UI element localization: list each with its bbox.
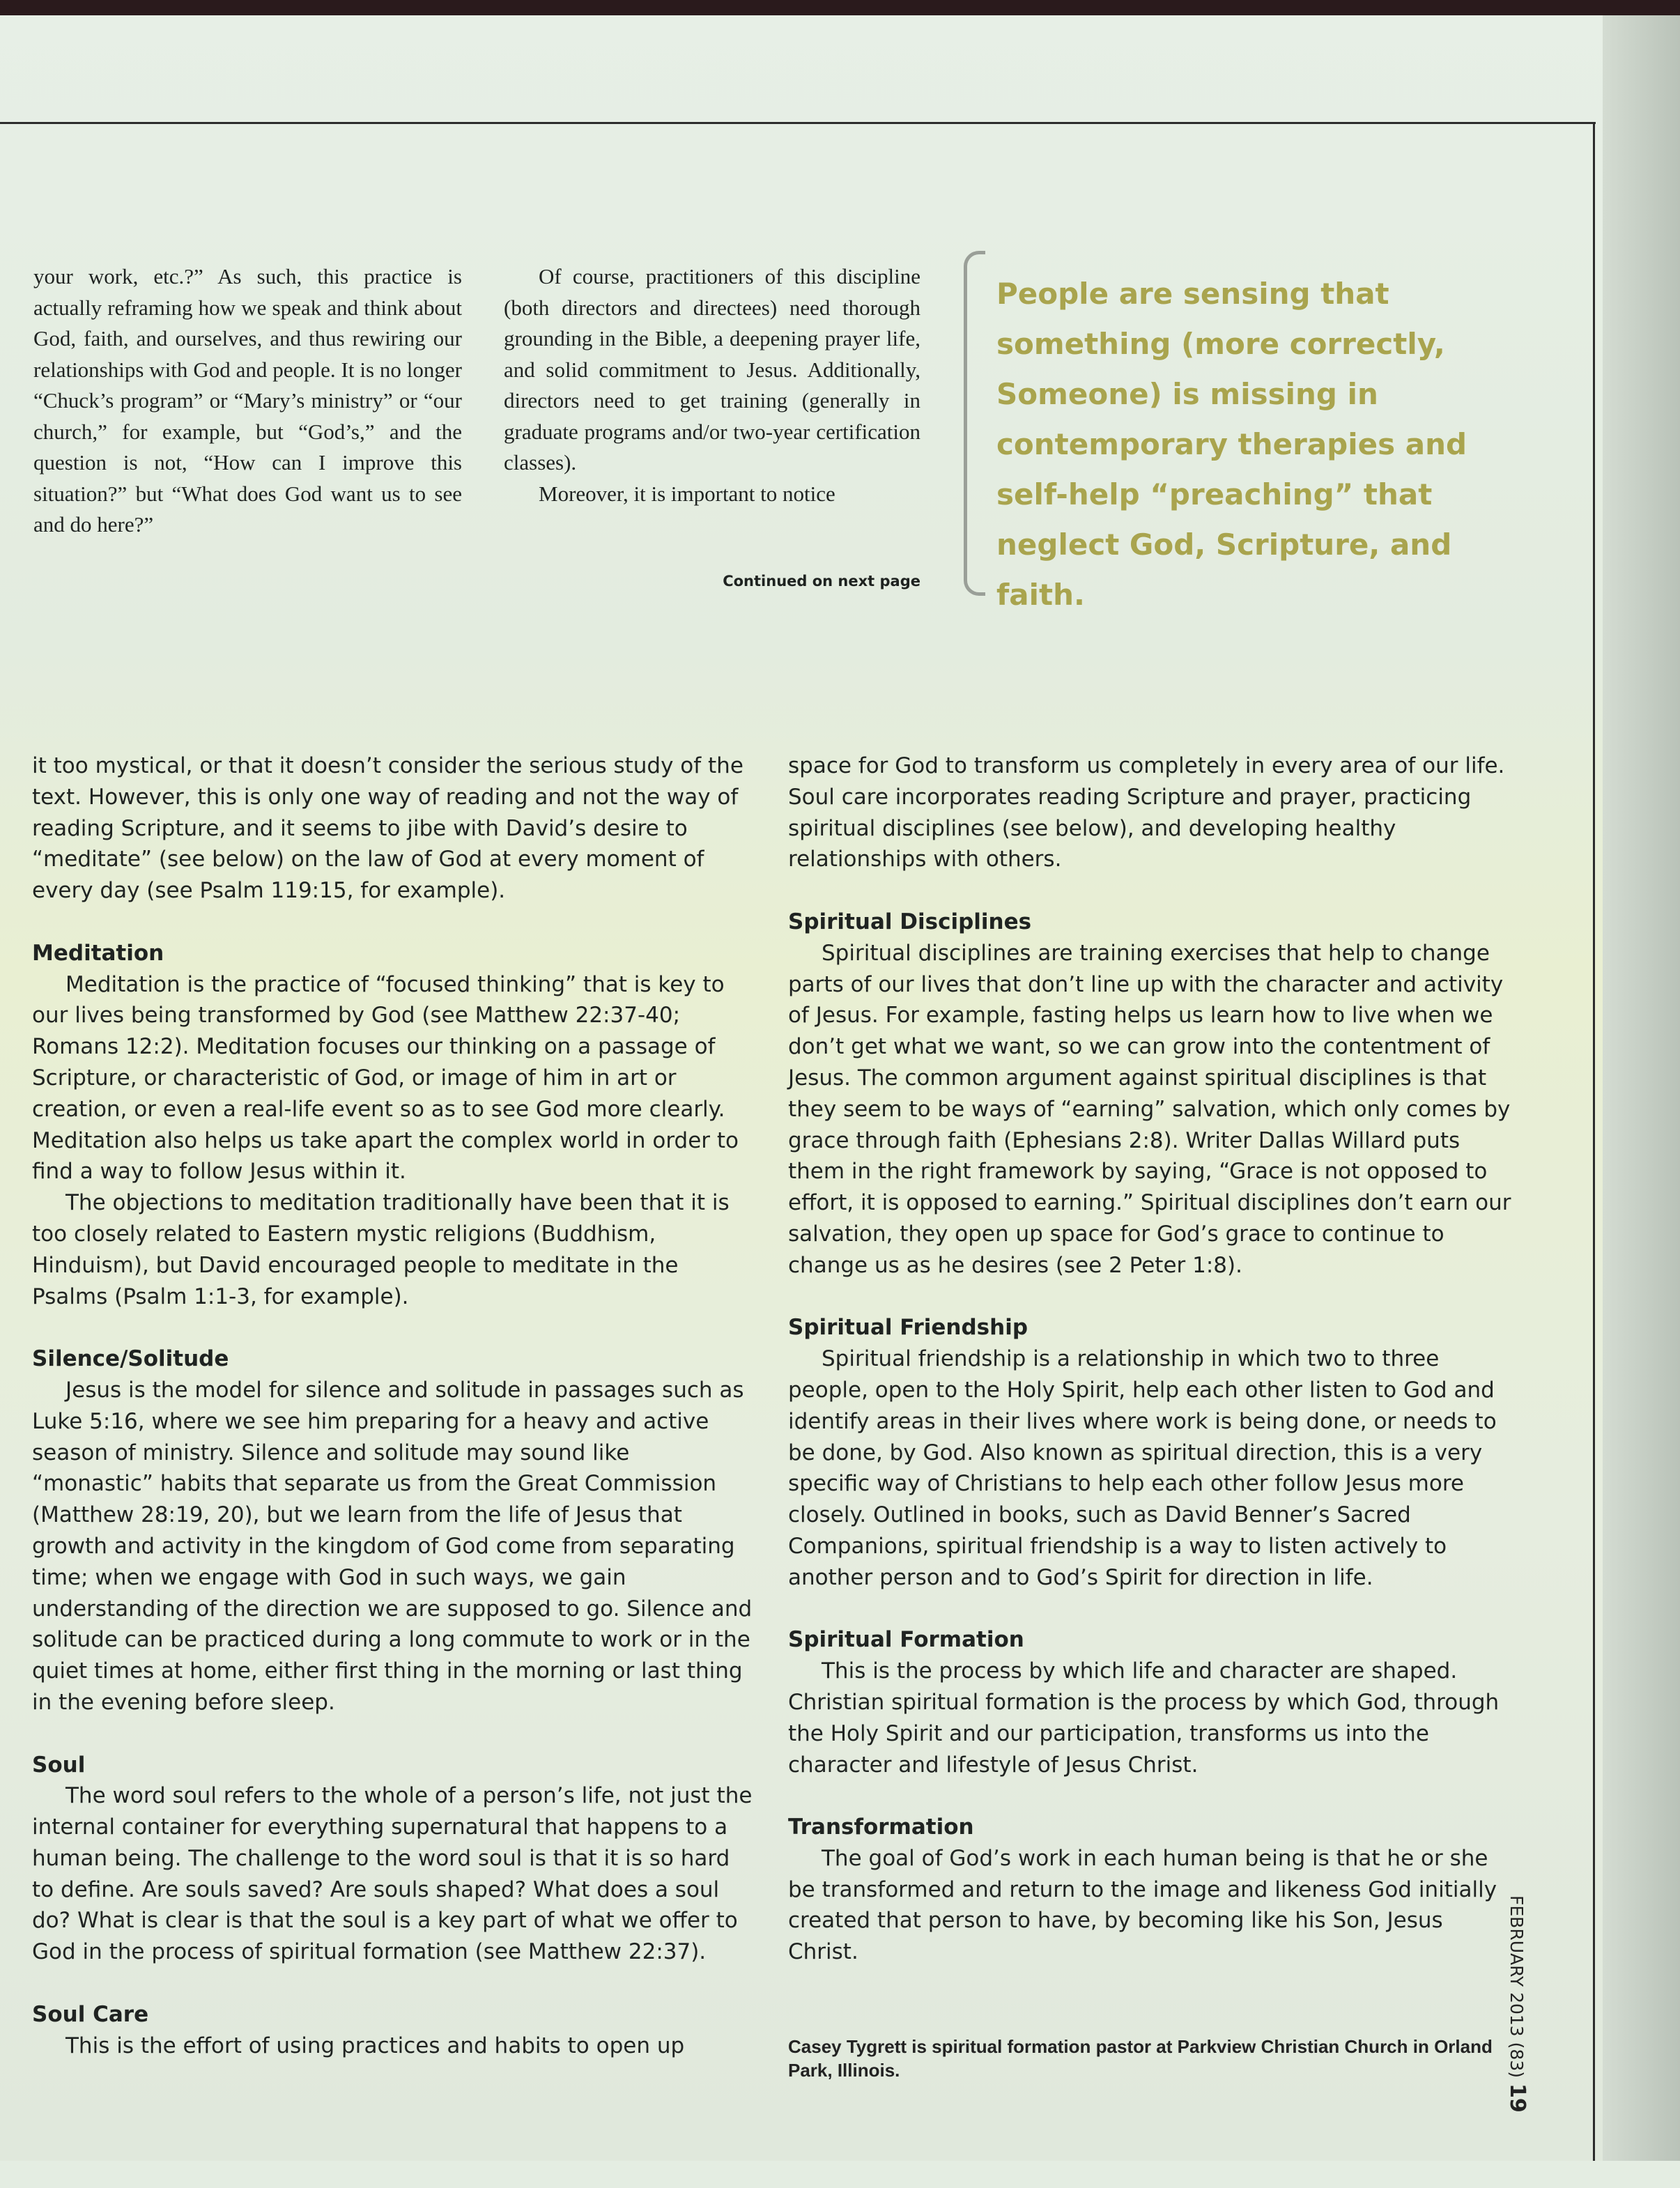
page-number: 19 xyxy=(1505,2083,1529,2113)
frame-rule-right xyxy=(1593,122,1595,2161)
heading-spiritual-formation: Spiritual Formation xyxy=(788,1627,1024,1653)
top-col1-paragraph: your work, etc.?” As such, this practice is actually reframing how we speak and think about God, faith, and ourselves, and thus rewiring our relationships with God and people. It is no longer “Chuck’s program” or “Mary’s ministry” or “our church,” for example, but “God’s,” and the question is not, “How can I improve this situation?” but “What does God want us to see and do here?” xyxy=(33,264,462,537)
formation-paragraph: This is the process by which life and character are shaped. Christian spiritual formation is the process by which God, through the Holy Spirit and our participation, transforms us into the character and lifestyle of Jesus Christ. xyxy=(788,1658,1500,1778)
top-col2-paragraph-2: Moreover, it is important to notice xyxy=(539,481,835,506)
friendship-paragraph: Spiritual friendship is a relationship in which two to three people, open to the Holy Spirit, help each other listen to God and identify areas in their lives where work is being done, or needs to be done, by God. Also known as spiritual direction, this is a very specific way of Christians to help each other follow Jesus more closely. Outlined in books, such as David Benner’s Sacred Companions, spiritual friendship is a way to listen actively to another person and to God’s Spirit for direction in life. xyxy=(788,1346,1497,1590)
left-column xyxy=(32,750,753,2061)
pull-quote-bracket xyxy=(964,251,985,596)
scan-top-edge xyxy=(0,0,1680,15)
silence-paragraph: Jesus is the model for silence and solitude in passages such as Luke 5:16, where we see him preparing for a heavy and active season of ministry. Silence and solitude may sound like “monastic” habits that separate us from the Great Commission (Matthew 28:19, 20), but we learn from the life of Jesus that growth and activity in the kingdom of God come from separating time; when we engage with God in such ways, we gain understanding of the direction we are supposed to go. Silence and solitude can be practiced during a long commute to work or in the quiet times at home, either first thing in the morning or last thing in the evening before sleep. xyxy=(32,1377,753,1715)
frame-rule-top xyxy=(0,122,1596,124)
page-edge-shadow xyxy=(1603,15,1680,2161)
folio-issue: FEBRUARY 2013 xyxy=(1506,1895,1527,2037)
meditation-paragraph-1: Meditation is the practice of “focused thinking” that is key to our lives being transformed by God (see Matthew 22:37-40; Romans 12:2). Meditation focuses our thinking on a passage of Scripture, or characteristic of God, or image of him in art or creation, or even a real-life event so as to see God more clearly. Meditation also helps us take apart the complex world in order to find a way to follow Jesus within it. xyxy=(32,971,739,1185)
heading-transformation: Transformation xyxy=(788,1815,974,1840)
heading-silence-solitude: Silence/Solitude xyxy=(32,1346,229,1372)
heading-spiritual-friendship: Spiritual Friendship xyxy=(788,1315,1028,1341)
heading-soul: Soul xyxy=(32,1752,86,1778)
page-folio xyxy=(1495,1895,1529,2188)
continued-note: Continued on next page xyxy=(723,573,920,590)
folio-code: (83) xyxy=(1506,2042,1527,2078)
pull-quote: People are sensing that something (more correctly, Someone) is missing in contemporary therapies and self-help “preaching” that neglect God, Scripture, and faith. xyxy=(996,277,1467,612)
top-column-1 xyxy=(33,261,462,541)
top-column-2 xyxy=(504,261,920,509)
top-col2-paragraph-1: Of course, practitioners of this discipline (both directors and directees) need thorough grounding in the Bible, a deepening prayer life, and solid commitment to Jesus. Additionally, directors need to get training (generally in graduate programs and/or two-year certification classes). xyxy=(504,264,920,475)
heading-soul-care: Soul Care xyxy=(32,2001,149,2027)
heading-meditation: Meditation xyxy=(32,940,164,966)
soul-paragraph: The word soul refers to the whole of a person’s life, not just the internal container for everything supernatural that happens to a human being. The challenge to the word soul is that it is so hard to define. Are souls saved? Are souls shaped? What does a soul do? What is clear is that the soul is a key part of what we offer to God in the process of spiritual formation (see Matthew 22:37). xyxy=(32,1783,753,1965)
author-credit: Casey Tygrett is spiritual formation pastor at Parkview Christian Church in Orland Park, Illinois. xyxy=(788,2036,1493,2081)
right-intro: space for God to transform us completely in every area of our life. Soul care incorporates reading Scripture and prayer, practicing spiritual disciplines (see below), and developing healthy relationships with others. xyxy=(788,753,1505,872)
left-intro: it too mystical, or that it doesn’t consider the serious study of the text. However, this is only one way of reading and not the way of reading Scripture, and it seems to jibe with David’s desire to “meditate” (see below) on the law of God at every moment of every day (see Psalm 119:15, for example). xyxy=(32,753,743,904)
soul-care-paragraph: This is the effort of using practices and habits to open up xyxy=(65,2033,685,2058)
transformation-paragraph: The goal of God’s work in each human being is that he or she be transformed and return to the image and likeness God initially created that person to have, by becoming like his Son, Jesus Christ. xyxy=(788,1845,1497,1965)
meditation-paragraph-2: The objections to meditation traditionally have been that it is too closely related to Eastern mystic religions (Buddhism, Hinduism), but David encouraged people to meditate in the Psalms (Psalm 1:1-3, for example). xyxy=(32,1190,730,1309)
right-column xyxy=(788,750,1513,1968)
heading-spiritual-disciplines: Spiritual Disciplines xyxy=(788,909,1032,934)
disciplines-paragraph: Spiritual disciplines are training exercises that help to change parts of our lives that don’t line up with the character and activity of Jesus. For example, fasting helps us learn how to live when we don’t get what we want, so we can grow into the contentment of Jesus. The common argument against spiritual disciplines is that they seem to be ways of “earning” salvation, which only comes by grace through faith (Ephesians 2:8). Writer Dallas Willard puts them in the right framework by saying, “Grace is not opposed to effort, it is opposed to earning.” Spiritual disciplines don’t earn our salvation, they open up space for God’s grace to continue to change us as he desires (see 2 Peter 1:8). xyxy=(788,940,1511,1278)
